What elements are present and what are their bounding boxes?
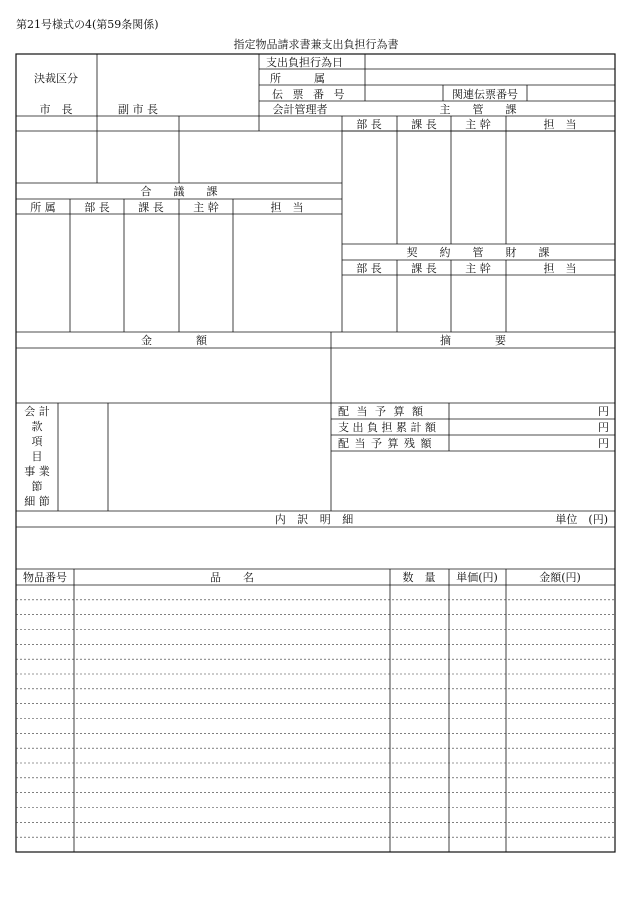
gogi-label: 合 議 課 bbox=[140, 185, 218, 198]
main-shukan: 主 幹 bbox=[465, 118, 491, 131]
main-bucho: 部 長 bbox=[356, 118, 382, 131]
items-number-header: 物品番号 bbox=[23, 571, 67, 584]
account-label-setsu: 節 bbox=[31, 480, 43, 493]
yen-3: 円 bbox=[598, 437, 609, 450]
kessai-label: 決裁区分 bbox=[34, 72, 78, 85]
yen-1: 円 bbox=[598, 405, 609, 418]
mayor-label: 市 長 bbox=[39, 103, 73, 116]
denpyo-label: 伝 票 番 号 bbox=[272, 88, 348, 101]
ruikei-label: 支 出 負 担 累 計 額 bbox=[338, 421, 436, 434]
main-kacho: 課 長 bbox=[411, 118, 437, 131]
gogi-kacho: 課 長 bbox=[138, 201, 164, 214]
keiyaku-shukan: 主 幹 bbox=[465, 262, 491, 275]
tekiyo-label: 摘 要 bbox=[440, 334, 506, 347]
account-label-kan: 款 bbox=[31, 420, 43, 433]
gogi-shozoku: 所 属 bbox=[30, 201, 56, 214]
zangaku-label: 配 当 予 算 残 額 bbox=[338, 437, 433, 450]
keiyaku-label: 契 約 管 財 課 bbox=[406, 246, 550, 259]
items-qty-header: 数 量 bbox=[402, 571, 436, 584]
gogi-bucho: 部 長 bbox=[84, 201, 110, 214]
keiyaku-tanto: 担 当 bbox=[543, 262, 577, 275]
account-label-kaikei: 会 計 bbox=[24, 405, 50, 418]
kingaku-label: 金 額 bbox=[141, 334, 207, 347]
gogi-tanto: 担 当 bbox=[270, 201, 304, 214]
account-label-kou: 項 bbox=[31, 435, 43, 448]
detail-unit: 単位 (円) bbox=[555, 513, 608, 526]
keiyaku-bucho: 部 長 bbox=[356, 262, 382, 275]
account-label-jigyo: 事 業 bbox=[24, 465, 50, 478]
form-id: 第21号様式の4(第59条関係) bbox=[16, 18, 159, 31]
haito-label: 配 当 予 算 額 bbox=[338, 405, 425, 418]
page-title: 指定物品請求書兼支出負担行為書 bbox=[233, 38, 399, 51]
yen-2: 円 bbox=[598, 421, 609, 434]
kanren-label: 関連伝票番号 bbox=[452, 88, 518, 101]
main-section-label: 主 管 課 bbox=[439, 103, 517, 116]
gogi-shukan: 主 幹 bbox=[193, 201, 219, 214]
items-name-header: 品 名 bbox=[210, 571, 254, 584]
main-tanto: 担 当 bbox=[543, 118, 577, 131]
items-amount-header: 金額(円) bbox=[539, 571, 581, 584]
detail-title: 内 訳 明 細 bbox=[274, 513, 358, 526]
shishutsu-date-label: 支出負担行為日 bbox=[266, 56, 343, 69]
accountant-label: 会計管理者 bbox=[272, 103, 328, 116]
vice-mayor-label: 副 市 長 bbox=[118, 103, 158, 116]
keiyaku-kacho: 課 長 bbox=[411, 262, 437, 275]
shozoku-label: 所 属 bbox=[270, 72, 325, 85]
account-label-moku: 目 bbox=[31, 450, 43, 463]
account-label-saisetsu: 細 節 bbox=[24, 495, 50, 508]
items-unit-price-header: 単価(円) bbox=[456, 571, 498, 584]
